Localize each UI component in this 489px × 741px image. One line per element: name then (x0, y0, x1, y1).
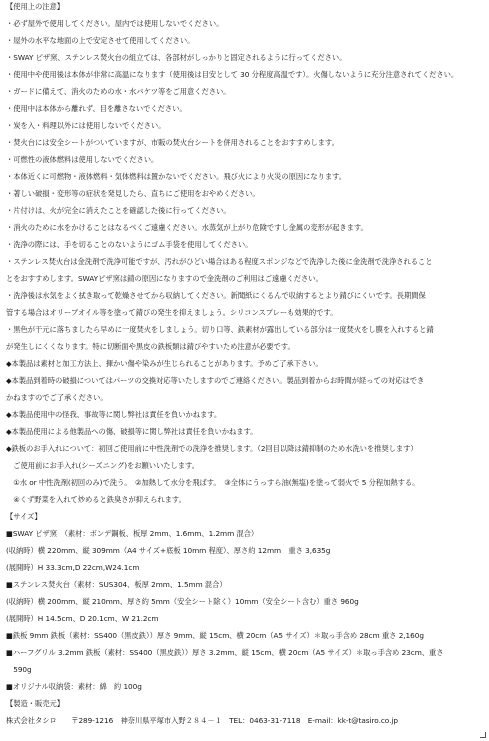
size-line: (収納時）横 220mm、縦 309mm（A4 サイズ+底板 10mm 程度）、厚さ約 12mm 重さ 3,635g (6, 546, 331, 555)
seasoning-line: ①水 or 中性洗剤(初回のみ)で洗う。 ②加熱して水分を飛ばす。 ③全体にうっすら油(無塩)を塗って弱火で 5 分程加熱する。 (6, 478, 420, 487)
size-line: ■鉄板 9mm 鉄板（素材：SS400（黒皮鉄））厚さ 9mm、縦 15cm、横 20cm（A5 サイズ）＊取っ手含め 28cm 重さ 2,160g (6, 631, 424, 640)
note-line: ・ガードに備えて、消火のための水・水バケツ等をご用意ください。 (6, 87, 231, 96)
note-line: ・洗浄後は水気をよく拭き取って乾燥させてから収納してください。新聞紙にくるんで収納するとより錆びにくいです。長期間保 (6, 291, 426, 300)
note-line: ・洗浄の際には、手を切ることのないようにゴム手袋を使用してください。 (6, 240, 253, 249)
note-line: が発生しにくくなります。特に切断面や黒皮の鉄板類は錆びやすいため注意が必要です。 (6, 342, 295, 351)
size-line: ■オリジナル収納袋：素材：綿 約 100g (6, 682, 142, 691)
size-line: (収納時）横 200mm、縦 210mm、厚さ約 5mm（安全シート除く）10mm（安全シート含む）重さ 960g (6, 597, 359, 606)
size-line: (展開時）H 14.5cm、D 20.1cm、W 21.2cm (6, 614, 159, 623)
note-line: ・著しい破損・変形等の症状を発見したら、直ちにご使用をおやめください。 (6, 189, 260, 198)
note-line: ・使用中や使用後は本体が非常に高温になります（使用後は目安として 30 分程度高温です）。火傷しないように充分注意されてください。 (6, 70, 459, 79)
caution-line: ◆本製品使用による他製品への傷、破損等に関し弊社は責任を負いかねます。 (6, 427, 258, 436)
caution-line: ◆本製品は素材と加工方法上、揮かい傷や染みが生じられることがあります。予めご了承下さい。 (6, 359, 323, 368)
manufacturer-contact: 株式会社タシロ 〒289-1216 神奈川県平塚市入野２８４－１ TEL：0463-31-7118 E-mail：kk-t@tasiro.co.jp (6, 716, 398, 725)
caution-line: ◆鉄板のお手入れについて：初回ご使用前に中性洗剤での洗浄を推奨します。（2回目以降は錆抑制のため水洗いを推奨します） (6, 444, 418, 453)
note-line: ・SWAY ピザ窯、ステンレス焚火台の組立ては、各部材がしっかりと固定されるように行ってください。 (6, 53, 347, 62)
note-line: ・本体近くに可燃物・液体燃料・気体燃料は置かないでください。飛び火により火災の原因になります。 (6, 172, 347, 181)
note-line: ・黒色が干元に落ちましたら早めに一度焚火をしましょう。切り口等、鉄素材が露出している部分は一度焚火をし膜を入れすると錆 (6, 325, 434, 334)
note-line: ・可燃性の液体燃料は使用しないでください。 (6, 155, 159, 164)
caution-line: ◆本製品使用中の怪我、事故等に関し弊社は責任を負いかねます。 (6, 410, 222, 419)
size-line: ■ステンレス焚火台（素材：SUS304、板厚 2mm、1.5mm 混合） (6, 580, 227, 589)
caution-line: かねますのでご了承ください。 (6, 393, 108, 402)
section-heading-size: 【サイズ】 (6, 512, 42, 521)
note-line: ・屋外の水平な地面の上で安定させて使用してください。 (6, 36, 195, 45)
note-line: ・消火のために水をかけることはなるべくご遠慮ください。水蒸気が上がり危険ですし金属の変形が起きます。 (6, 223, 368, 232)
note-line: ・焚火台には安全シートがついていますが、市販の焚火台シートを併用されることをおすすめします。 (6, 138, 339, 147)
note-line: ・使用中は本体から離れず、目を離さないでください。 (6, 104, 187, 113)
section-heading-manufacturer: 【製造・販売元】 (6, 699, 64, 708)
caution-line: ◆本製品到着時の破損についてはパーツの交換対応等いたしますのでご連絡ください。製品到着からお時間が経っての対応はでき (6, 376, 425, 385)
size-line: ■ハーフグリル 3.2mm 鉄板（素材：SS400（黒皮鉄））厚さ 3.2mm、縦 15cm、横 20cm（A5 サイズ）＊取っ手含め 23cm、重さ (6, 648, 444, 657)
seasoning-line: ご使用前にお手入れ(シーズニング)をお願いいたします。 (6, 461, 199, 470)
seasoning-line: ④くず野菜を入れて炒めると鉄臭さが抑えられます。 (6, 495, 186, 504)
size-line: ■SWAY ピザ窯 （素材：ボンデ鋼板、板厚 2mm、1.6mm、1.2mm 混合） (6, 529, 259, 538)
note-line: 管する場合はオリーブオイル等を塗って錆びの発生を抑えましょう。シリコンスプレーも効果的です。 (6, 308, 338, 317)
section-heading-usage-notes: 【使用上の注意】 (6, 2, 64, 11)
page-corner-mark (480, 732, 486, 738)
note-line: とをおすすめします。SWAYピザ窯は錆の原因になりますので金洗剤のご利用はご遠慮ください。 (6, 274, 323, 283)
note-line: ・必ず屋外で使用してください。屋内では使用しないでください。 (6, 19, 224, 28)
note-line: ・ステンレス焚火台は金洗剤で洗浄可能ですが、汚れがひどい場合はある程度スポンジなどで洗浄した後に金洗剤で洗浄されること (6, 257, 433, 266)
size-line: 590g (6, 665, 32, 674)
note-line: ・炭を入・料理以外には使用しないでください。 (6, 121, 166, 130)
note-line: ・片付けは、火が完全に消えたことを確認した後に行ってください。 (6, 206, 231, 215)
size-line: (展開時）H 33.3cm,D 22cm,W24.1cm (6, 563, 140, 572)
